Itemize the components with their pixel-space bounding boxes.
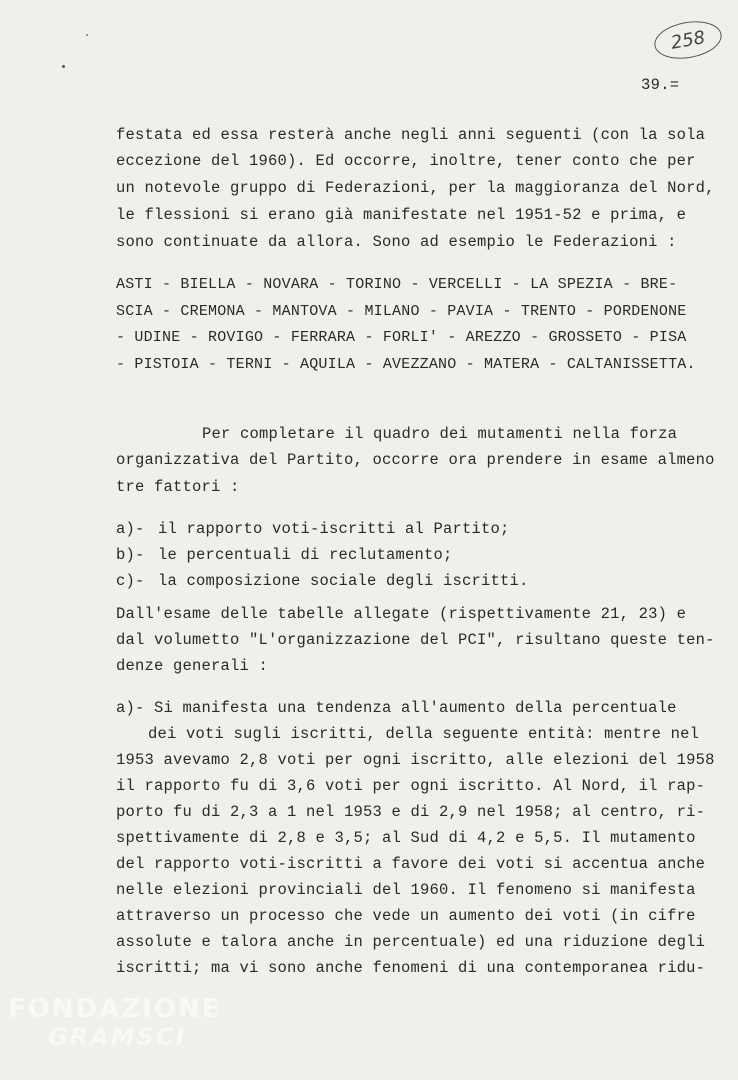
watermark-logo (8, 995, 221, 1051)
ink-mark (86, 34, 88, 36)
text-line: a)- Si manifesta una tendenza all'aumento della percentuale (116, 699, 677, 717)
text-line: le flessioni si erano già manifestate nel 1951-52 e prima, e (116, 206, 687, 224)
list-item: le percentuali di reclutamento; (158, 546, 453, 564)
text-line: Per completare il quadro dei mutamenti nella forza (202, 425, 678, 443)
text-line: del rapporto voti-iscritti a favore dei voti si accentua anche (116, 855, 706, 873)
text-line: porto fu di 2,3 a 1 nel 1953 e di 2,9 nel 1958; al centro, ri- (116, 803, 706, 821)
archive-stamp: 258 (651, 16, 724, 63)
text-line: denze generali : (116, 657, 269, 675)
text-line: assolute e talora anche in percentuale) ed una riduzione degli (116, 933, 706, 951)
list-marker: c)- (116, 572, 145, 590)
text-line: attraverso un processo che vede un aumento dei voti (in cifre (116, 907, 696, 925)
federations-line: - UDINE - ROVIGO - FERRARA - FORLI' - AREZZO - GROSSETO - PISA (116, 329, 687, 346)
list-marker: b)- (116, 546, 145, 564)
text-line: tre fattori : (116, 478, 240, 496)
watermark-line: GRAMSCI (48, 1023, 187, 1051)
text-line: eccezione del 1960). Ed occorre, inoltre, tener conto che per (116, 152, 696, 170)
text-line: iscritti; ma vi sono anche fenomeni di una contemporanea ridu- (116, 959, 706, 977)
text-line: il rapporto fu di 3,6 voti per ogni iscritto. Al Nord, il rap- (116, 777, 706, 795)
text-line: sono continuate da allora. Sono ad esempio le Federazioni : (116, 233, 677, 251)
federations-line: ASTI - BIELLA - NOVARA - TORINO - VERCELLI - LA SPEZIA - BRE- (116, 276, 678, 293)
list-marker: a)- (116, 520, 145, 538)
federations-line: SCIA - CREMONA - MANTOVA - MILANO - PAVIA - TRENTO - PORDENONE (116, 303, 687, 320)
text-line: nelle elezioni provinciali del 1960. Il fenomeno si manifesta (116, 881, 696, 899)
list-item: il rapporto voti-iscritti al Partito; (158, 520, 510, 538)
list-item: la composizione sociale degli iscritti. (158, 572, 529, 590)
text-line: organizzativa del Partito, occorre ora prendere in esame almeno (116, 451, 715, 469)
text-line: dal volumetto "L'organizzazione del PCI", risultano queste ten- (116, 631, 715, 649)
text-line: un notevole gruppo di Federazioni, per la maggioranza del Nord, (116, 179, 715, 197)
text-line: Dall'esame delle tabelle allegate (rispettivamente 21, 23) e (116, 605, 687, 623)
page-number: 39.= (641, 76, 680, 94)
text-line: 1953 avevamo 2,8 voti per ogni iscritto, alle elezioni del 1958 (116, 751, 715, 769)
text-line: festata ed essa resterà anche negli anni seguenti (con la sola (116, 126, 706, 144)
watermark-line: FONDAZIONE (8, 994, 222, 1024)
text-line: dei voti sugli iscritti, della seguente entità: mentre nel (148, 725, 700, 743)
text-line: spettivamente di 2,8 e 3,5; al Sud di 4,2 e 5,5. Il mutamento (116, 829, 696, 847)
ink-mark (62, 65, 65, 68)
federations-line: - PISTOIA - TERNI - AQUILA - AVEZZANO - MATERA - CALTANISSETTA. (116, 356, 696, 373)
